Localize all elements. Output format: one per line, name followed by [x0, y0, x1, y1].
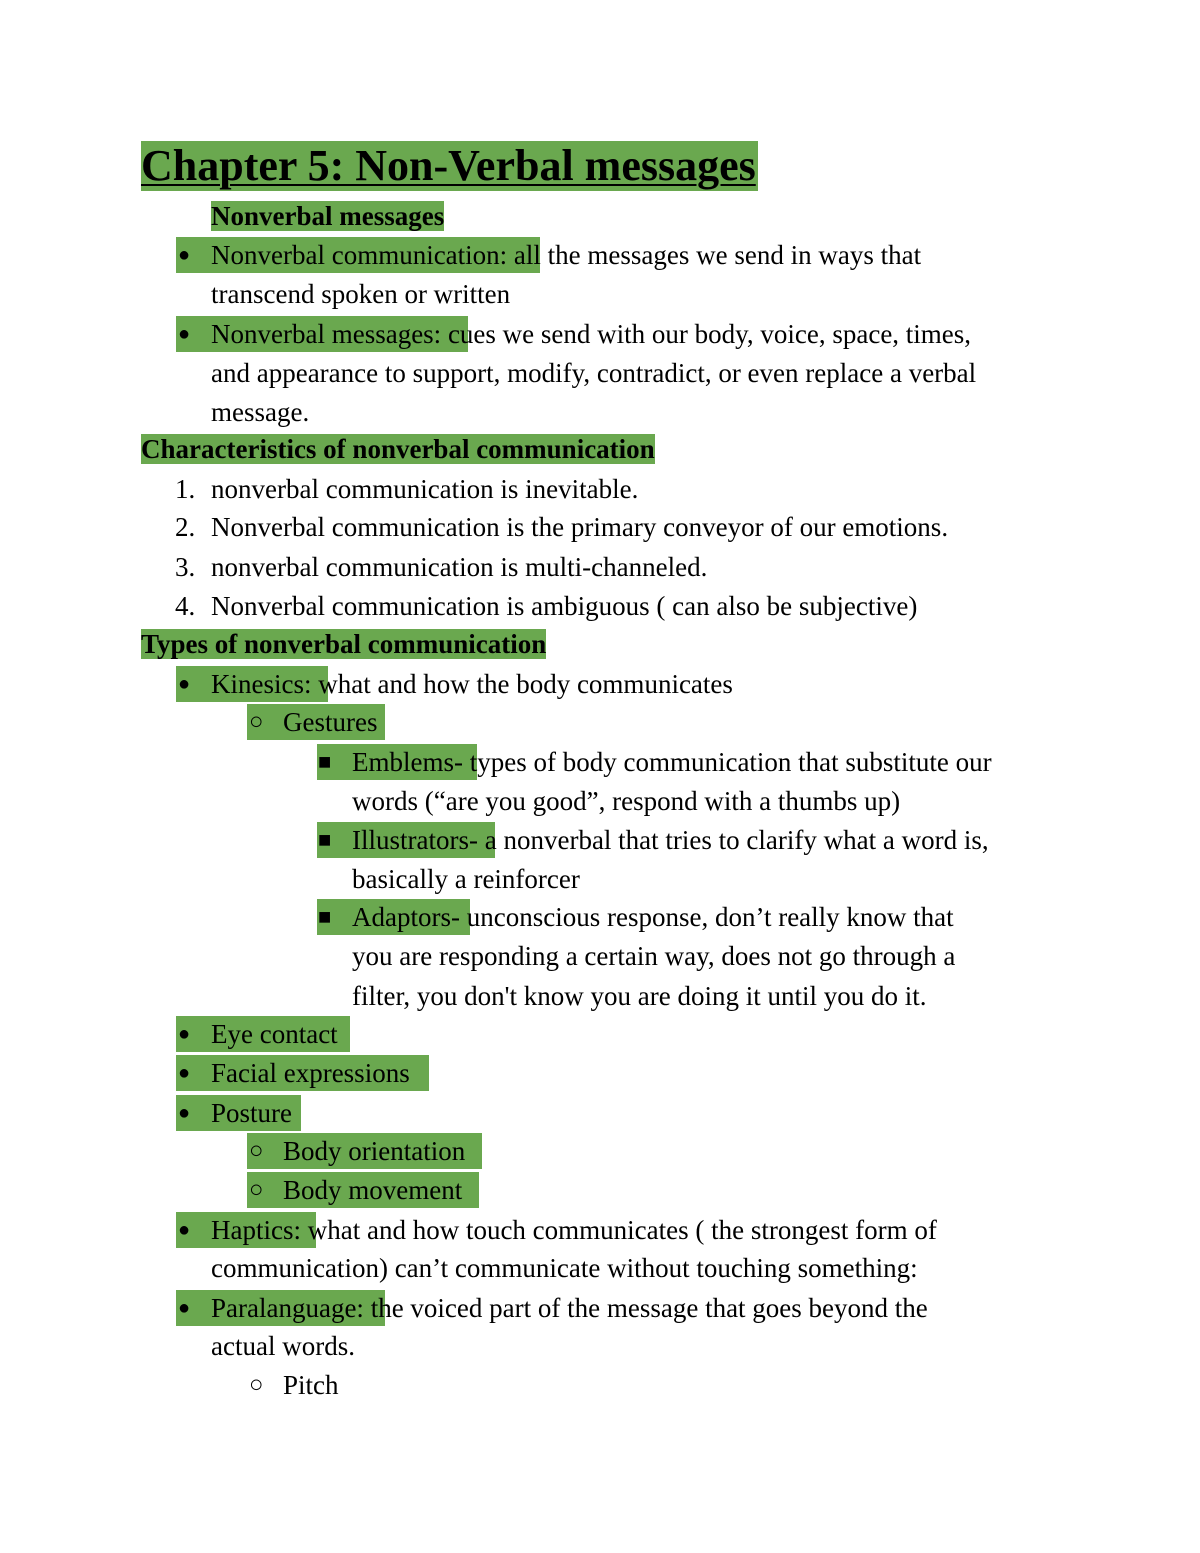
bullet-marker: ● — [178, 323, 191, 345]
list-item: Nonverbal communication is ambiguous ( can also be subjective) — [211, 591, 918, 621]
bullet-marker: ● — [178, 1102, 191, 1124]
list-number: 3. — [175, 552, 196, 582]
bullet-marker: ● — [178, 1297, 191, 1319]
section-heading-characteristics: Characteristics of nonverbal communication — [141, 434, 655, 464]
bullet-marker: ● — [178, 1062, 191, 1084]
term-adaptors: Adaptors- — [352, 902, 460, 932]
list-item: Nonverbal communication: all the messages we send in ways that — [211, 240, 922, 270]
list-item-continued: transcend spoken or written — [211, 279, 511, 309]
list-item-pitch: Pitch — [283, 1370, 339, 1400]
term-haptics: Haptics: — [211, 1215, 301, 1245]
list-item: Adaptors- unconscious response, don’t really know that — [352, 902, 954, 932]
list-item: Illustrators- a nonverbal that tries to clarify what a word is, — [352, 825, 989, 855]
list-item-posture: Posture — [211, 1098, 292, 1128]
bullet-marker: ● — [178, 673, 191, 695]
list-item: Haptics: what and how touch communicates ( the strongest form of — [211, 1215, 937, 1245]
list-item-body-movement: Body movement — [283, 1175, 463, 1205]
list-item-eye-contact: Eye contact — [211, 1019, 338, 1049]
list-item-continued: and appearance to support, modify, contradict, or even replace a verbal — [211, 358, 977, 388]
term-illustrators: Illustrators- — [352, 825, 478, 855]
list-number: 4. — [175, 591, 196, 621]
bullet-marker: ● — [178, 1219, 191, 1241]
list-item: Paralanguage: the voiced part of the message that goes beyond the — [211, 1293, 928, 1323]
square-marker: ■ — [318, 749, 332, 774]
list-item-continued: actual words. — [211, 1331, 355, 1361]
bullet-marker: ● — [178, 1023, 191, 1045]
list-item-continued: basically a reinforcer — [352, 864, 580, 894]
list-item-continued: words (“are you good”, respond with a thumbs up) — [352, 786, 901, 816]
list-item: Nonverbal messages: cues we send with our body, voice, space, times, — [211, 319, 972, 349]
list-item: Nonverbal communication is the primary conveyor of our emotions. — [211, 512, 949, 542]
list-item-continued: filter, you don't know you are doing it until you do it. — [352, 981, 927, 1011]
circle-marker: ○ — [249, 1372, 264, 1398]
list-item: nonverbal communication is multi-channeled. — [211, 552, 708, 582]
page-title: Chapter 5: Non-Verbal messages — [141, 141, 756, 190]
list-item-continued: communication) can’t communicate without touching something: — [211, 1253, 918, 1283]
term-kinesics: Kinesics: — [211, 669, 312, 699]
list-item-facial-expressions: Facial expressions — [211, 1058, 410, 1088]
term-paralanguage: Paralanguage: — [211, 1293, 364, 1323]
list-number: 1. — [175, 474, 196, 504]
list-item: Emblems- types of body communication that substitute our — [352, 747, 992, 777]
circle-marker: ○ — [249, 1177, 264, 1203]
term-nonverbal-messages: Nonverbal messages: — [211, 319, 442, 349]
list-item-continued: message. — [211, 397, 310, 427]
square-marker: ■ — [318, 827, 332, 852]
list-item-continued: you are responding a certain way, does not go through a — [352, 941, 956, 971]
section-heading-types: Types of nonverbal communication — [141, 629, 547, 659]
list-item: nonverbal communication is inevitable. — [211, 474, 639, 504]
term-emblems: Emblems- — [352, 747, 463, 777]
section-heading-nonverbal-messages: Nonverbal messages — [211, 201, 445, 231]
list-number: 2. — [175, 512, 196, 542]
bullet-marker: ● — [178, 244, 191, 266]
term-nonverbal-communication: Nonverbal communication: — [211, 240, 508, 270]
circle-marker: ○ — [249, 709, 264, 735]
list-item-gestures: Gestures — [283, 707, 378, 737]
square-marker: ■ — [318, 904, 332, 929]
list-item-body-orientation: Body orientation — [283, 1136, 466, 1166]
circle-marker: ○ — [249, 1138, 264, 1164]
list-item: Kinesics: what and how the body communicates — [211, 669, 733, 699]
